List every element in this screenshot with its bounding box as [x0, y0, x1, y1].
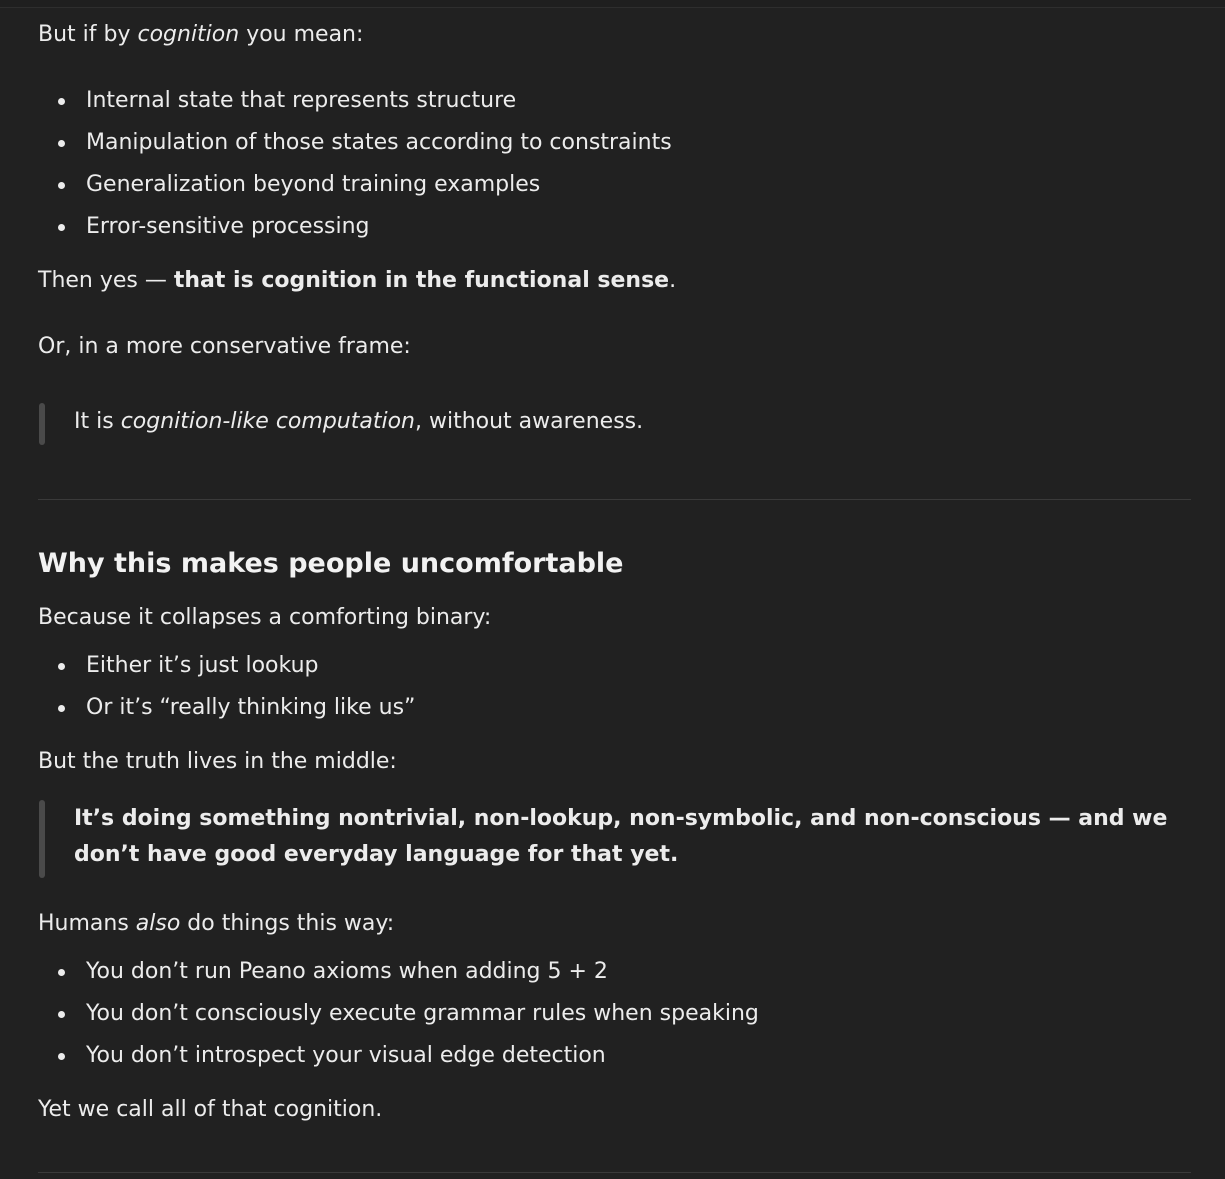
- humans-emphasis: also: [135, 911, 181, 936]
- conclusion-suffix: .: [669, 268, 677, 293]
- blockquote-bar: [39, 800, 45, 878]
- quote-emphasis: cognition-like computation: [120, 409, 415, 434]
- bullet-icon: [58, 663, 65, 670]
- bullet-icon: [58, 224, 65, 231]
- list-item: [38, 171, 672, 213]
- bullet-icon: [58, 140, 65, 147]
- intro-emphasis: cognition: [137, 22, 240, 47]
- top-divider: [0, 0, 1225, 8]
- list-item-text: Either it’s just lookup: [86, 653, 319, 678]
- list-item: [38, 652, 415, 694]
- intro-suffix: you mean:: [239, 22, 364, 47]
- binary-intro: Because it collapses a comforting binary:: [38, 605, 492, 630]
- binary-list: [38, 652, 415, 736]
- list-item-text: Internal state that represents structure: [86, 88, 517, 113]
- list-item: [38, 958, 759, 1000]
- intro-paragraph: [38, 21, 363, 49]
- middle-intro: But the truth lives in the middle:: [38, 749, 397, 774]
- section-heading: Why this makes people uncomfortable: [38, 548, 624, 579]
- bullet-icon: [58, 98, 65, 105]
- human-examples-list: [38, 958, 759, 1084]
- humans-prefix: Humans: [38, 911, 136, 936]
- list-item-text: You don’t introspect your visual edge detection: [86, 1043, 606, 1068]
- list-item: [38, 213, 672, 255]
- bullet-icon: [58, 1053, 65, 1060]
- list-item: [38, 87, 672, 129]
- intro-prefix: But if by: [38, 22, 138, 47]
- quote-suffix: , without awareness.: [414, 409, 644, 434]
- bullet-icon: [58, 182, 65, 189]
- conclusion-bold: that is cognition in the functional sense: [173, 268, 670, 293]
- list-item-text: Or it’s “really thinking like us”: [86, 695, 416, 720]
- humans-suffix: do things this way:: [180, 911, 395, 936]
- section-divider: [38, 499, 1191, 500]
- bullet-icon: [58, 969, 65, 976]
- blockquote-text: It’s doing something nontrivial, non-lookup, non-symbolic, and non-conscious — and we don’t have good everyday language for that yet.: [74, 806, 1168, 867]
- quote-prefix: It is: [74, 409, 121, 434]
- list-item: [38, 694, 415, 736]
- bullet-icon: [58, 1011, 65, 1018]
- conclusion-prefix: Then yes —: [38, 268, 174, 293]
- blockquote-middle-truth: [38, 800, 1191, 878]
- list-item: [38, 1042, 759, 1084]
- list-item-text: You don’t consciously execute grammar rules when speaking: [86, 1001, 759, 1026]
- criteria-list: [38, 87, 672, 255]
- blockquote-text: [74, 404, 1191, 440]
- humans-intro: [38, 910, 394, 938]
- section-divider: [38, 1172, 1191, 1173]
- blockquote-cognition-like: [38, 403, 1191, 445]
- conservative-intro: Or, in a more conservative frame:: [38, 334, 411, 359]
- list-item-text: Error-sensitive processing: [86, 214, 370, 239]
- closing-paragraph: Yet we call all of that cognition.: [38, 1097, 383, 1122]
- list-item: [38, 129, 672, 171]
- conclusion-paragraph: [38, 267, 676, 295]
- list-item-text: Generalization beyond training examples: [86, 172, 541, 197]
- bullet-icon: [58, 705, 65, 712]
- blockquote-bar: [39, 403, 45, 445]
- list-item-text: Manipulation of those states according to constraints: [86, 130, 672, 155]
- list-item-text: You don’t run Peano axioms when adding 5 + 2: [86, 959, 608, 984]
- list-item: [38, 1000, 759, 1042]
